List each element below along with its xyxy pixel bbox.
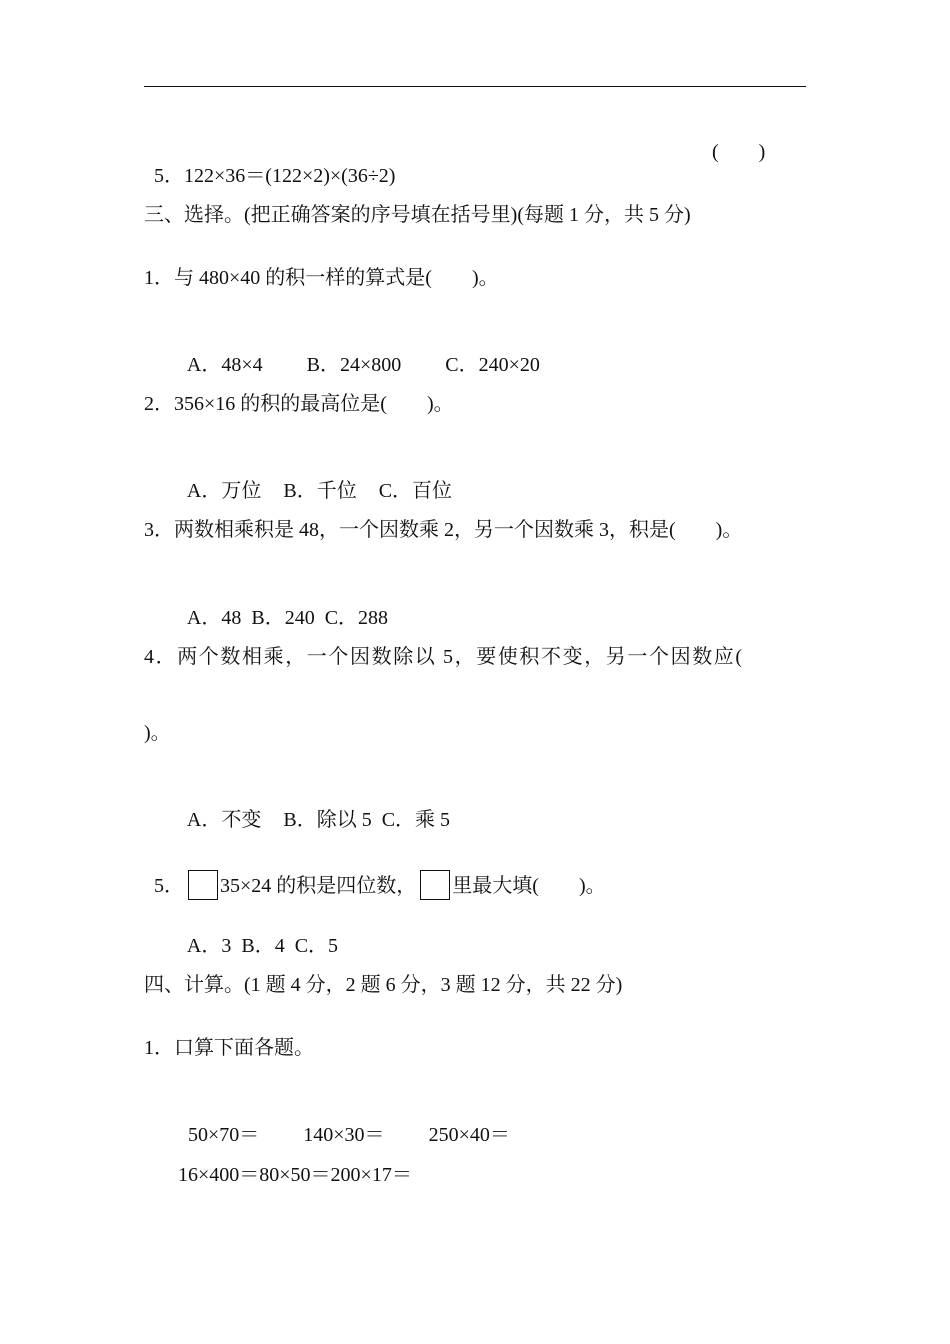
option-b[interactable]: B．千位 bbox=[283, 480, 357, 502]
option-c[interactable]: C．乘 5 bbox=[381, 809, 451, 831]
question-1-options bbox=[178, 329, 540, 377]
option-a[interactable]: A．48×4 bbox=[186, 354, 263, 376]
question-4: 4．两个数相乘，一个因数除以 5，要使积不变，另一个因数应( bbox=[144, 646, 744, 668]
header-rule bbox=[144, 86, 806, 87]
question-3-options bbox=[178, 582, 388, 630]
blank-box bbox=[420, 870, 450, 900]
section-3-title: 三、选择。(把正确答案的序号填在括号里)(每题 1 分，共 5 分) bbox=[144, 204, 691, 226]
question-5-options bbox=[178, 910, 338, 958]
option-c[interactable]: C．288 bbox=[324, 607, 389, 629]
option-a[interactable]: A．不变 bbox=[186, 809, 262, 831]
math-item: 250×40＝ bbox=[428, 1124, 510, 1146]
question-3: 3．两数相乘积是 48，一个因数乘 2，另一个因数乘 3，积是( )。 bbox=[144, 519, 743, 541]
item-expression: 122×36＝(122×2)×(36÷2) bbox=[184, 165, 396, 187]
question-4-options bbox=[178, 784, 450, 832]
question-2-options bbox=[178, 455, 452, 503]
item-number: 5． bbox=[154, 165, 184, 187]
question-5-part2: 里最大填( )。 bbox=[452, 875, 606, 897]
question-5 bbox=[144, 846, 606, 900]
option-c[interactable]: C．240×20 bbox=[445, 354, 540, 376]
section-4-title: 四、计算。(1 题 4 分，2 题 6 分，3 题 12 分，共 22 分) bbox=[144, 974, 623, 996]
question-2: 2．356×16 的积的最高位是( )。 bbox=[144, 393, 454, 415]
math-item: 50×70＝ bbox=[188, 1124, 260, 1146]
option-b[interactable]: B．4 bbox=[241, 935, 285, 957]
option-b[interactable]: B．24×800 bbox=[306, 354, 402, 376]
option-b[interactable]: B．240 bbox=[251, 607, 315, 629]
option-b[interactable]: B．除以 5 bbox=[283, 809, 372, 831]
question-5-part1: 35×24 的积是四位数， bbox=[220, 875, 417, 897]
option-a[interactable]: A．万位 bbox=[186, 480, 262, 502]
option-a[interactable]: A．3 bbox=[186, 935, 232, 957]
mental-math-row-2: 16×400＝80×50＝200×17＝ bbox=[178, 1164, 412, 1186]
option-c[interactable]: C．百位 bbox=[378, 480, 453, 502]
mental-math-row-1 bbox=[178, 1099, 510, 1147]
blank-box bbox=[188, 870, 218, 900]
section-4-question-1: 1．口算下面各题。 bbox=[144, 1037, 314, 1059]
question-1: 1．与 480×40 的积一样的算式是( )。 bbox=[144, 267, 499, 289]
math-item: 140×30＝ bbox=[303, 1124, 385, 1146]
question-4-continued: )。 bbox=[144, 722, 171, 744]
judgment-item-5 bbox=[144, 140, 395, 188]
option-a[interactable]: A．48 bbox=[186, 607, 242, 629]
answer-bracket[interactable]: ( ) bbox=[712, 141, 766, 163]
item-number: 5． bbox=[154, 875, 184, 897]
option-c[interactable]: C．5 bbox=[294, 935, 339, 957]
